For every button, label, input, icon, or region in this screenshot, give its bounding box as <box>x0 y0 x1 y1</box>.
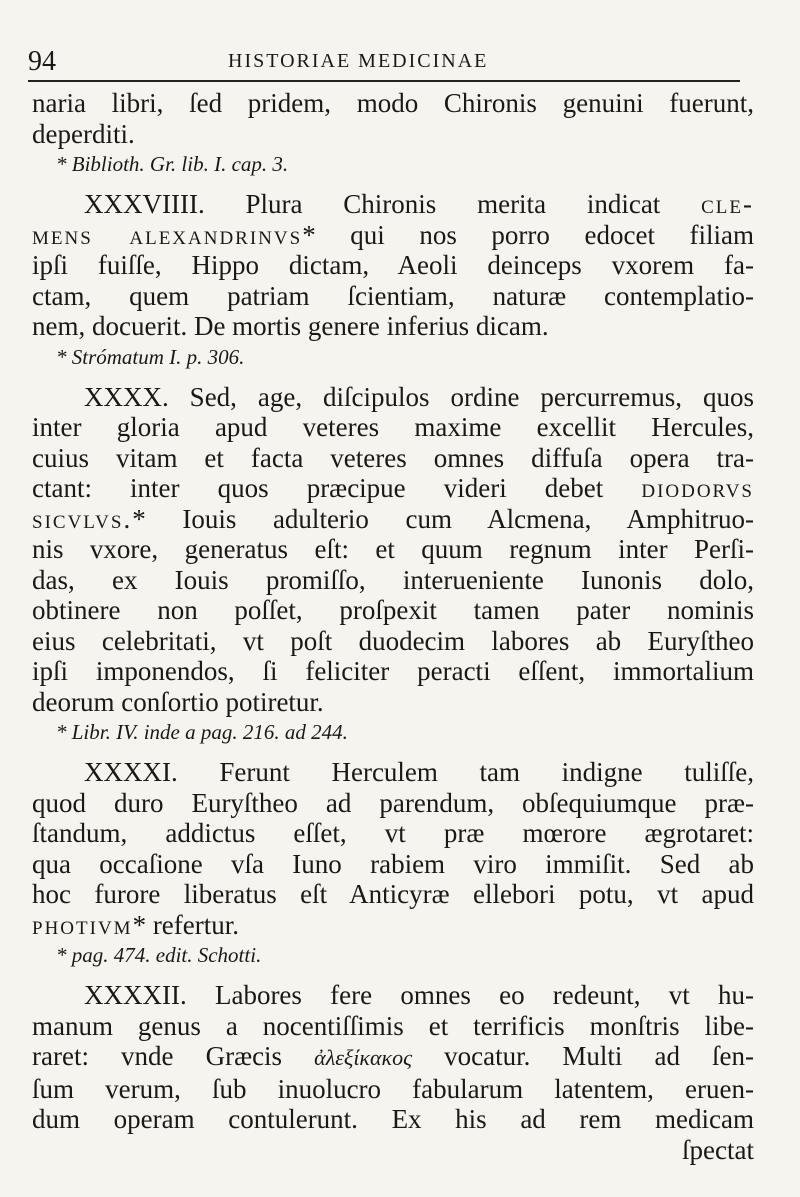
paragraph-line: ctant: inter quos præcipue videri debet diodorvs <box>32 473 754 503</box>
paragraph-line: dum operam contulerunt. Ex his ad rem medicam <box>32 1104 754 1134</box>
paragraph-line: sicvlvs.* Iouis adulterio cum Alcmena, Amphitruo- <box>32 503 754 534</box>
paragraph-line: ſum verum, ſub inuolucro fabularum latentem, eruen- <box>32 1073 754 1104</box>
page-number: 94 <box>28 46 56 77</box>
text-line: deperditi. <box>32 118 135 149</box>
paragraph-line: hoc furore liberatus eſt Anticyræ ellebori potu, vt apud <box>32 879 754 909</box>
paragraph-line: ipſi imponendos, ſi feliciter peracti eſſent, immortalium <box>32 656 754 686</box>
paragraph-line: nis vxore, generatus eſt: et quum regnum inter Perſi- <box>32 534 754 564</box>
paragraph-line: nem, docuerit. De mortis genere inferius dicam. <box>32 311 549 341</box>
page-header <box>28 42 758 78</box>
paragraph-line: ipſi fuiſſe, Hippo dictam, Aeoli deinceps vxorem fa- <box>32 250 754 280</box>
header-rule <box>28 80 740 82</box>
text-line: naria libri, ſed pridem, modo Chironis genuini fuerunt, <box>32 88 754 118</box>
footnote: * Libr. IV. inde a pag. 216. ad 244. <box>56 720 348 744</box>
paragraph-line: deorum conſortio potiretur. <box>32 686 324 717</box>
paragraph-line: XXXXII. Labores fere omnes eo redeunt, vt hu- <box>84 980 754 1010</box>
paragraph-line: ctam, quem patriam ſcientiam, naturæ contemplatio- <box>32 280 754 311</box>
paragraph-line: manum genus a nocentiſſimis et terrificis monſtris libe- <box>32 1010 754 1041</box>
paragraph-line: qua occaſione vſa Iuno rabiem viro immiſit. Sed ab <box>32 848 754 879</box>
catchword: ſpectat <box>682 1134 754 1165</box>
paragraph-line: photivm* refertur. <box>32 909 240 940</box>
footnote: * Strómatum I. p. 306. <box>56 344 245 369</box>
paragraph-line: obtinere non poſſet, proſpexit tamen pater nominis <box>32 595 754 625</box>
footnote: * pag. 474. edit. Schotti. <box>56 943 262 967</box>
running-title: HISTORIAE MEDICINAE <box>228 50 489 72</box>
paragraph-line: eius celebritati, vt poſt duodecim labores ab Euryſtheo <box>32 625 754 656</box>
paragraph-line: ſtandum, addictus eſſet, vt præ mœrore ægrotaret: <box>32 818 754 848</box>
paragraph-line: raret: vnde Græcis ἀλεξίκακος vocatur. Multi ad ſen- <box>32 1041 755 1071</box>
paragraph-line: cuius vitam et facta veteres omnes diffuſa opera tra- <box>32 442 754 473</box>
paragraph-line: inter gloria apud veteres maxime excellit Hercules, <box>32 412 754 442</box>
paragraph-line: quod duro Euryſtheo ad parendum, obſequiumque præ- <box>32 787 754 818</box>
paragraph-line: XXXVIIII. Plura Chironis merita indicat cle- <box>84 189 754 219</box>
greek-word: ἀλεξίκακος <box>314 1045 413 1070</box>
body-text <box>32 88 754 1165</box>
paragraph-line: das, ex Iouis promiſſo, interueniente Iunonis dolo, <box>32 564 754 595</box>
footnote: * Biblioth. Gr. lib. I. cap. 3. <box>56 152 289 176</box>
paragraph-line: XXXX. Sed, age, diſcipulos ordine percurremus, quos <box>84 381 754 412</box>
paragraph-line: mens alexandrinvs* qui nos porro edocet filiam <box>32 219 754 250</box>
paragraph-line: XXXXI. Ferunt Herculem tam indigne tuliſſe, <box>84 757 754 787</box>
